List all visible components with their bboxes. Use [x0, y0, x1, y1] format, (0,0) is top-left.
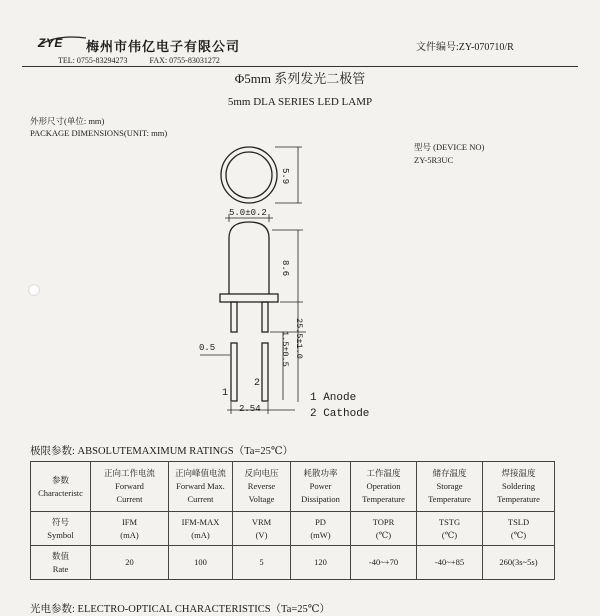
lead-lower-right: [262, 343, 268, 401]
table-cell: PD (mW): [291, 512, 351, 546]
lead-upper-left: [231, 302, 237, 332]
header-cell: 工作温度 Operation Temperature: [351, 462, 417, 512]
table-cell: VRM (V): [233, 512, 291, 546]
table-row-header: [31, 462, 555, 512]
header-cell: 参数 Characteristc: [31, 462, 91, 512]
table-row-symbol: [31, 512, 555, 546]
title-cn: Φ5mm 系列发光二极管: [234, 71, 366, 86]
header-cell: 正向工作电流 Forward Current: [91, 462, 169, 512]
table-cell: TOPR (℃): [351, 512, 417, 546]
led-flange: [220, 294, 278, 302]
dim-pitch: 2.54: [239, 404, 261, 414]
table-cell: IFM-MAX (mA): [169, 512, 233, 546]
header-divider: [22, 66, 578, 67]
dim-width: 5.0±0.2: [229, 208, 267, 218]
header-cell: 储存温度 Storage Temperature: [417, 462, 483, 512]
table-cell: TSLD (℃): [483, 512, 555, 546]
dim-body-height: 8.6: [280, 260, 290, 277]
device-label: 型号 (DEVICE NO): [414, 142, 485, 152]
table-cell: -40~+85: [417, 546, 483, 580]
table-cell: 符号 Symbol: [31, 512, 91, 546]
logo-swoosh-icon: [36, 32, 88, 52]
table-cell: 5: [233, 546, 291, 580]
ratings-title: 极限参数: ABSOLUTEMAXIMUM RATINGS（Ta=25℃）: [30, 446, 294, 457]
led-top-inner: [226, 152, 272, 198]
header-cell: 焊接温度 Soldering Temperature: [483, 462, 555, 512]
electro-title: 光电参数: ELECTRO-OPTICAL CHARACTERISTICS（Ta=25℃）: [30, 604, 331, 615]
package-label-en: PACKAGE DIMENSIONS(UNIT: mm): [30, 128, 168, 138]
company-logo: ZYE: [38, 36, 63, 50]
table-cell: 120: [291, 546, 351, 580]
table-cell: TSTG (℃): [417, 512, 483, 546]
contact-info: [58, 56, 220, 65]
dim-top-height: 5.9: [280, 168, 290, 185]
header-cell: 正向峰值电流 Forward Max. Current: [169, 462, 233, 512]
package-label-cn: 外形尺寸(单位: mm): [30, 116, 105, 126]
header-cell: 耗散功率 Power Dissipation: [291, 462, 351, 512]
dim-lead-stub: 1.5±0.5: [280, 331, 290, 367]
punch-hole: [28, 284, 40, 296]
ratings-table: [30, 461, 555, 580]
device-number: ZY-5R3UC: [414, 155, 454, 165]
table-cell: 数值 Rate: [31, 546, 91, 580]
lead-lower-left: [231, 343, 237, 401]
table-cell: -40~+70: [351, 546, 417, 580]
pin1-label: 1 Anode: [310, 392, 357, 404]
lead-upper-right: [262, 302, 268, 332]
pin2-label: 2 Cathode: [310, 408, 370, 420]
table-cell: 100: [169, 546, 233, 580]
table-row-rate: [31, 546, 555, 580]
company-name: 梅州市伟亿电子有限公司: [86, 39, 241, 54]
dim-lead-width: 0.5: [199, 343, 216, 353]
table-cell: 260(3s~5s): [483, 546, 555, 580]
led-top-outer: [221, 147, 277, 203]
header-cell: 反向电压 Reverse Voltage: [233, 462, 291, 512]
pin2-number: 2: [254, 378, 261, 389]
phone-number: TEL: 0755-83294273: [58, 56, 128, 65]
title-en: 5mm DLA SERIES LED LAMP: [227, 96, 373, 108]
table-cell: 20: [91, 546, 169, 580]
led-package-drawing: [200, 138, 400, 430]
fax-number: FAX: 0755-83031272: [149, 56, 220, 65]
pin1-number: 1: [222, 388, 229, 399]
led-body: [229, 222, 269, 294]
table-cell: IFM (mA): [91, 512, 169, 546]
dim-lead-length: 25.5±1.0: [294, 318, 304, 359]
file-number: 文件编号:ZY-070710/R: [416, 42, 514, 53]
